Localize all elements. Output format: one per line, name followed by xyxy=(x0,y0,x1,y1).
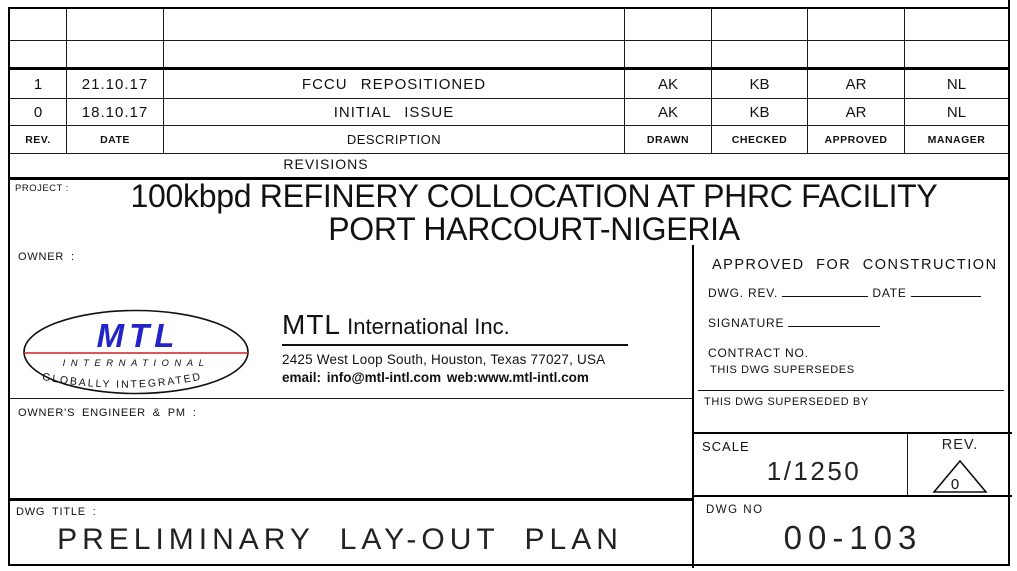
dwg-rev-blank xyxy=(782,285,868,297)
approval-superseded-label: THIS DWG SUPERSEDED BY xyxy=(704,396,869,408)
approval-signature-row xyxy=(708,315,880,330)
project-title xyxy=(62,180,1006,246)
rev-row-cell-manager: NL xyxy=(905,99,1008,126)
date-blank xyxy=(911,285,981,297)
rev-row-cell-drawn: AK xyxy=(625,99,712,126)
owners-engineer-section xyxy=(10,399,692,498)
rev-row-cell-manager: NL xyxy=(905,70,1008,99)
rev-row-cell-rev: 0 xyxy=(10,99,67,126)
supersedes-rule xyxy=(698,390,1004,391)
approval-dwg-rev-label: DWG. REV. xyxy=(708,286,779,300)
approval-contract-label: CONTRACT NO. xyxy=(708,346,809,360)
rev-header-checked: CHECKED xyxy=(712,126,808,154)
rev-row-cell-checked: KB xyxy=(712,99,808,126)
owner-label: OWNER : xyxy=(18,251,75,263)
rev-empty-cell xyxy=(67,41,164,70)
approval-dwg-rev-row xyxy=(708,285,981,300)
revision-mark-value: 0 xyxy=(950,476,960,493)
rev-empty-cell xyxy=(712,41,808,70)
revision-triangle-icon xyxy=(930,458,990,494)
revisions-caption-row xyxy=(10,154,1008,177)
rev-row-cell-date: 18.10.17 xyxy=(67,99,164,126)
rev-empty-cell xyxy=(808,9,905,41)
logo-tagline-text xyxy=(41,370,203,390)
company-name-main: MTL xyxy=(282,309,341,340)
approval-supersedes-label: THIS DWG SUPERSEDES xyxy=(710,364,855,376)
rev-empty-cell xyxy=(164,41,625,70)
rev-empty-cell xyxy=(164,9,625,41)
revisions-caption: REVISIONS xyxy=(283,156,369,172)
approval-section xyxy=(692,245,1012,432)
scale-label: SCALE xyxy=(702,439,750,454)
project-section xyxy=(10,177,1008,245)
owner-section xyxy=(10,245,692,399)
dwg-no-value: 00-103 xyxy=(783,519,923,556)
rev-header-approved: APPROVED xyxy=(808,126,905,154)
rev-row-cell-description: INITIAL ISSUE xyxy=(164,99,625,126)
rev-row-cell-date: 21.10.17 xyxy=(67,70,164,99)
company-name-rest: International Inc. xyxy=(341,314,510,339)
rev-empty-cell xyxy=(625,41,712,70)
project-label: PROJECT : xyxy=(15,183,69,194)
dwg-title-value: PRELIMINARY LAY-OUT PLAN xyxy=(57,523,623,556)
revision-mark-section xyxy=(907,432,1012,495)
rev-header-date: DATE xyxy=(67,126,164,154)
company-name xyxy=(282,309,628,346)
title-block xyxy=(8,7,1010,566)
rev-empty-cell xyxy=(808,41,905,70)
logo-subtitle: INTERNATIONAL xyxy=(62,358,210,369)
revision-mark-label: REV. xyxy=(941,437,979,453)
company-block xyxy=(282,309,682,385)
rev-empty-cell xyxy=(712,9,808,41)
rev-row-cell-drawn: AK xyxy=(625,70,712,99)
rev-empty-cell xyxy=(905,41,1008,70)
revision-table xyxy=(10,9,1008,154)
rev-empty-cell xyxy=(905,9,1008,41)
rev-row-cell-approved: AR xyxy=(808,70,905,99)
mtl-logo xyxy=(20,309,252,397)
scale-section xyxy=(692,432,907,495)
rev-header-rev: REV. xyxy=(10,126,67,154)
project-title-line2: PORT HARCOURT-NIGERIA xyxy=(328,211,740,247)
project-title-line1: 100kbpd REFINERY COLLOCATION AT PHRC FACILITY xyxy=(130,178,938,214)
rev-empty-cell xyxy=(625,9,712,41)
rev-empty-cell xyxy=(10,9,67,41)
rev-header-description: DESCRIPTION xyxy=(164,126,625,154)
signature-blank xyxy=(788,315,880,327)
scale-value: 1/1250 xyxy=(766,456,862,486)
rev-row-cell-description: FCCU REPOSITIONED xyxy=(164,70,625,99)
logo-tagline: GLOBALLY INTEGRATED xyxy=(41,370,204,391)
rev-row-cell-approved: AR xyxy=(808,99,905,126)
rev-header-drawn: DRAWN xyxy=(625,126,712,154)
dwg-no-label: DWG NO xyxy=(706,504,764,516)
rev-empty-cell xyxy=(10,41,67,70)
rev-empty-cell xyxy=(67,9,164,41)
approval-signature-label: SIGNATURE xyxy=(708,316,785,330)
company-address: 2425 West Loop South, Houston, Texas 77027, USA xyxy=(282,352,606,367)
approval-title: APPROVED FOR CONSTRUCTION xyxy=(712,257,998,273)
approval-date-label: DATE xyxy=(872,286,907,300)
rev-row-cell-rev: 1 xyxy=(10,70,67,99)
company-contact: email: info@mtl-intl.com web:www.mtl-intl.com xyxy=(282,370,589,385)
dwg-no-section xyxy=(692,495,1012,568)
logo-wordmark: MTL xyxy=(96,317,180,354)
dwg-title-label: DWG TITLE : xyxy=(16,506,97,518)
rev-header-manager: MANAGER xyxy=(905,126,1008,154)
owners-engineer-label: OWNER'S ENGINEER & PM : xyxy=(18,407,197,419)
dwg-title-section xyxy=(10,498,692,568)
rev-row-cell-checked: KB xyxy=(712,70,808,99)
